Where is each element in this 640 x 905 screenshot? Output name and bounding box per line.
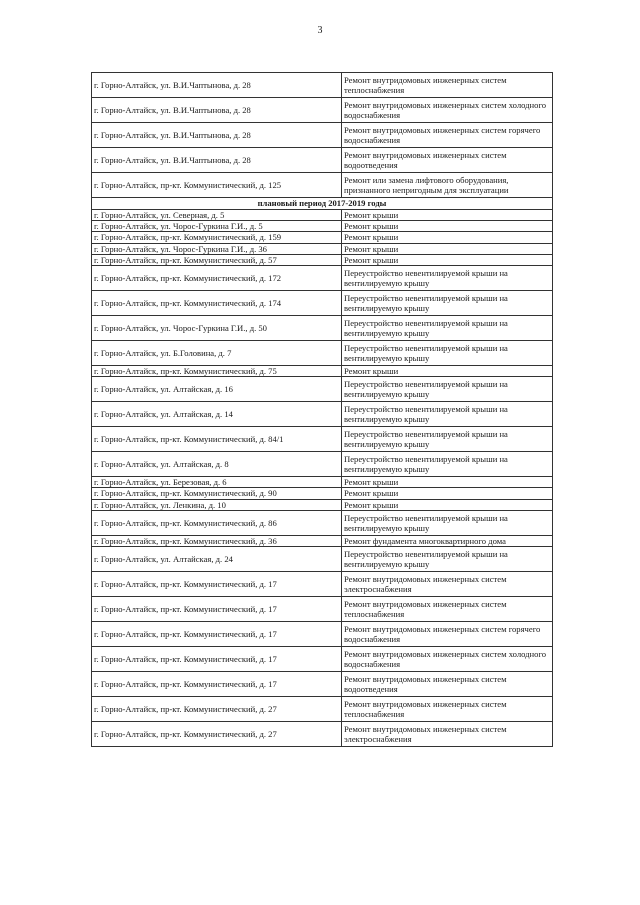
table-row: [92, 243, 553, 254]
table-row: [92, 597, 553, 622]
address-cell: г. Горно-Алтайск, пр-кт. Коммунистический, д. 17: [92, 597, 342, 622]
address-cell: г. Горно-Алтайск, ул. Северная, д. 5: [92, 210, 342, 221]
table-row: [92, 266, 553, 291]
address-cell: г. Горно-Алтайск, пр-кт. Коммунистический, д. 90: [92, 488, 342, 499]
table-row: [92, 210, 553, 221]
work-type-cell: Ремонт внутридомовых инженерных систем холодного водоснабжения: [342, 647, 553, 672]
work-type-cell: Ремонт крыши: [342, 488, 553, 499]
work-type-cell: Ремонт внутридомовых инженерных систем горячего водоснабжения: [342, 123, 553, 148]
address-cell: г. Горно-Алтайск, ул. Чорос-Гуркина Г.И., д. 36: [92, 243, 342, 254]
address-cell: г. Горно-Алтайск, ул. Алтайская, д. 14: [92, 402, 342, 427]
address-cell: г. Горно-Алтайск, ул. Б.Головина, д. 7: [92, 341, 342, 366]
page-number: 3: [317, 25, 323, 36]
address-cell: г. Горно-Алтайск, ул. Ленкина, д. 10: [92, 499, 342, 510]
work-type-cell: Ремонт внутридомовых инженерных систем водоотведения: [342, 672, 553, 697]
address-cell: г. Горно-Алтайск, пр-кт. Коммунистический, д. 17: [92, 622, 342, 647]
work-type-cell: Переустройство невентилируемой крыши на вентилируемую крышу: [342, 427, 553, 452]
work-type-cell: Переустройство невентилируемой крыши на вентилируемую крышу: [342, 547, 553, 572]
work-type-cell: Ремонт внутридомовых инженерных систем электроснабжения: [342, 572, 553, 597]
table-row: [92, 722, 553, 747]
table-row: [92, 452, 553, 477]
table-row: [92, 510, 553, 535]
work-type-cell: Переустройство невентилируемой крыши на вентилируемую крышу: [342, 316, 553, 341]
address-cell: г. Горно-Алтайск, пр-кт. Коммунистический, д. 174: [92, 291, 342, 316]
work-type-cell: Ремонт крыши: [342, 254, 553, 265]
section-title: плановый период 2017-2019 годы: [92, 198, 553, 210]
table-row: [92, 488, 553, 499]
address-cell: г. Горно-Алтайск, ул. В.И.Чаптынова, д. 28: [92, 123, 342, 148]
table-row: [92, 221, 553, 232]
table-row: [92, 622, 553, 647]
table-row: [92, 647, 553, 672]
table-row: [92, 98, 553, 123]
address-cell: г. Горно-Алтайск, пр-кт. Коммунистический, д. 86: [92, 510, 342, 535]
work-type-cell: Ремонт внутридомовых инженерных систем теплоснабжения: [342, 697, 553, 722]
table-row: [92, 572, 553, 597]
table-row: [92, 123, 553, 148]
address-cell: г. Горно-Алтайск, ул. Чорос-Гуркина Г.И., д. 5: [92, 221, 342, 232]
work-type-cell: Переустройство невентилируемой крыши на вентилируемую крышу: [342, 291, 553, 316]
work-type-cell: Ремонт внутридомовых инженерных систем электроснабжения: [342, 722, 553, 747]
address-cell: г. Горно-Алтайск, ул. В.И.Чаптынова, д. 28: [92, 98, 342, 123]
address-cell: г. Горно-Алтайск, пр-кт. Коммунистический, д. 17: [92, 572, 342, 597]
address-cell: г. Горно-Алтайск, пр-кт. Коммунистический, д. 27: [92, 697, 342, 722]
address-cell: г. Горно-Алтайск, ул. Алтайская, д. 8: [92, 452, 342, 477]
work-type-cell: Ремонт крыши: [342, 221, 553, 232]
table-row: [92, 535, 553, 546]
section-header-row: [92, 198, 553, 210]
address-cell: г. Горно-Алтайск, пр-кт. Коммунистический, д. 75: [92, 366, 342, 377]
table-row: [92, 173, 553, 198]
work-type-cell: Ремонт крыши: [342, 210, 553, 221]
work-type-cell: Переустройство невентилируемой крыши на вентилируемую крышу: [342, 341, 553, 366]
work-type-cell: Ремонт крыши: [342, 477, 553, 488]
repair-register-table: [91, 72, 553, 747]
work-type-cell: Ремонт внутридомовых инженерных систем холодного водоснабжения: [342, 98, 553, 123]
table-row: [92, 477, 553, 488]
table-row: [92, 232, 553, 243]
repair-register-body: [92, 73, 553, 747]
address-cell: г. Горно-Алтайск, ул. Чорос-Гуркина Г.И., д. 50: [92, 316, 342, 341]
work-type-cell: Ремонт крыши: [342, 232, 553, 243]
work-type-cell: Переустройство невентилируемой крыши на вентилируемую крышу: [342, 377, 553, 402]
work-type-cell: Ремонт внутридомовых инженерных систем горячего водоснабжения: [342, 622, 553, 647]
table-row: [92, 316, 553, 341]
work-type-cell: Ремонт фундамента многоквартирного дома: [342, 535, 553, 546]
work-type-cell: Ремонт внутридомовых инженерных систем теплоснабжения: [342, 597, 553, 622]
table-row: [92, 377, 553, 402]
address-cell: г. Горно-Алтайск, пр-кт. Коммунистический, д. 172: [92, 266, 342, 291]
table-row: [92, 547, 553, 572]
address-cell: г. Горно-Алтайск, ул. В.И.Чаптынова, д. 28: [92, 148, 342, 173]
table-row: [92, 73, 553, 98]
work-type-cell: Переустройство невентилируемой крыши на вентилируемую крышу: [342, 452, 553, 477]
address-cell: г. Горно-Алтайск, пр-кт. Коммунистический, д. 17: [92, 647, 342, 672]
address-cell: г. Горно-Алтайск, пр-кт. Коммунистический, д. 57: [92, 254, 342, 265]
table-row: [92, 402, 553, 427]
address-cell: г. Горно-Алтайск, ул. Березовая, д. 6: [92, 477, 342, 488]
address-cell: г. Горно-Алтайск, пр-кт. Коммунистический, д. 125: [92, 173, 342, 198]
address-cell: г. Горно-Алтайск, ул. Алтайская, д. 24: [92, 547, 342, 572]
address-cell: г. Горно-Алтайск, пр-кт. Коммунистический, д. 36: [92, 535, 342, 546]
work-type-cell: Ремонт крыши: [342, 366, 553, 377]
address-cell: г. Горно-Алтайск, пр-кт. Коммунистический, д. 17: [92, 672, 342, 697]
table-row: [92, 148, 553, 173]
work-type-cell: Переустройство невентилируемой крыши на вентилируемую крышу: [342, 266, 553, 291]
table-row: [92, 366, 553, 377]
work-type-cell: Ремонт внутридомовых инженерных систем водоотведения: [342, 148, 553, 173]
work-type-cell: Ремонт крыши: [342, 499, 553, 510]
work-type-cell: Ремонт крыши: [342, 243, 553, 254]
table-row: [92, 697, 553, 722]
work-type-cell: Переустройство невентилируемой крыши на вентилируемую крышу: [342, 510, 553, 535]
address-cell: г. Горно-Алтайск, ул. Алтайская, д. 16: [92, 377, 342, 402]
work-type-cell: Ремонт или замена лифтового оборудования, признанного непригодным для эксплуатации: [342, 173, 553, 198]
work-type-cell: Ремонт внутридомовых инженерных систем теплоснабжения: [342, 73, 553, 98]
table-row: [92, 427, 553, 452]
address-cell: г. Горно-Алтайск, ул. В.И.Чаптынова, д. 28: [92, 73, 342, 98]
table-row: [92, 672, 553, 697]
table-row: [92, 341, 553, 366]
work-type-cell: Переустройство невентилируемой крыши на вентилируемую крышу: [342, 402, 553, 427]
table-row: [92, 499, 553, 510]
address-cell: г. Горно-Алтайск, пр-кт. Коммунистический, д. 84/1: [92, 427, 342, 452]
address-cell: г. Горно-Алтайск, пр-кт. Коммунистический, д. 159: [92, 232, 342, 243]
table-row: [92, 291, 553, 316]
table-row: [92, 254, 553, 265]
address-cell: г. Горно-Алтайск, пр-кт. Коммунистический, д. 27: [92, 722, 342, 747]
